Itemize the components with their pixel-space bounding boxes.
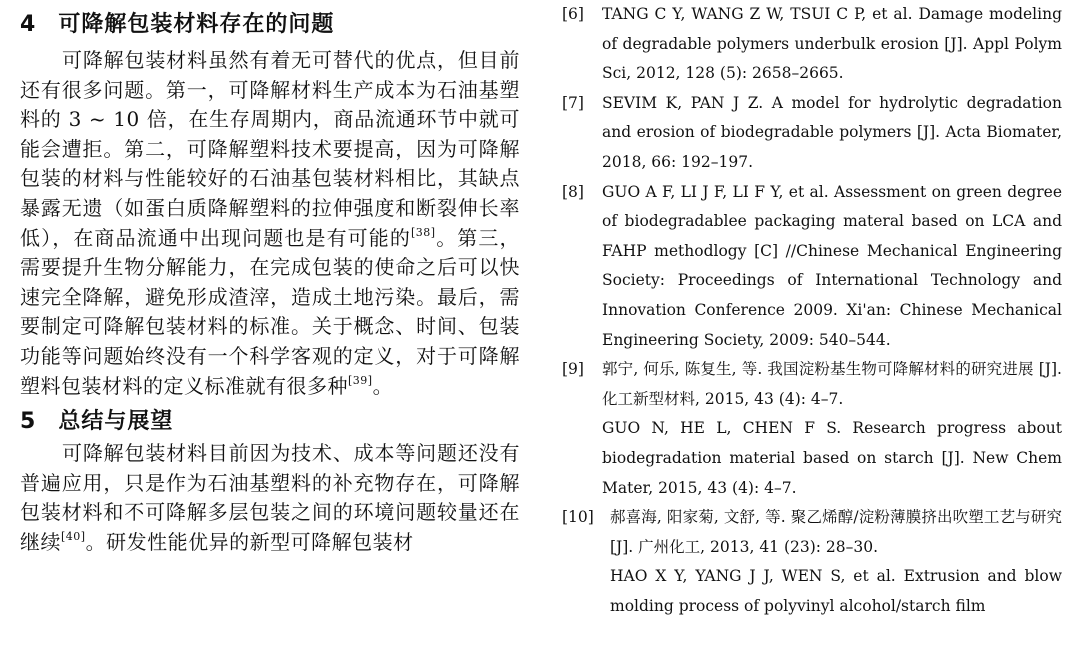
reference-9 [562,355,1062,503]
section-number: 5 [20,409,37,435]
section-title: 总结与展望 [58,409,174,435]
paragraph-text: 可降解包装材料虽然有着无可替代的优点，但目前还有很多问题。第一，可降解材料生产成本为石油基塑料的 3 ~ 10 倍，在生存周期内，商品流通环节中就可能会遭拒。第二，可降解塑料技术要提高，因为可降解包装的材料与性能较好的石油基包装材料相比，其缺点暴露无遗（如蛋白质降解塑料的拉伸强度和断裂伸长率低），在商品流通中出现问题也是有可能的 [20,48,520,250]
reference-number: [8] [562,182,584,201]
paragraph-text: 。研发性能优异的新型可降解包装材 [85,529,414,554]
reference-number: [6] [562,5,584,23]
section-number: 4 [20,12,37,37]
reference-10 [562,503,1062,621]
reference-number: [10] [562,508,594,527]
reference-8 [562,178,1062,356]
reference-number: [7] [562,93,584,112]
reference-6 [562,0,1062,89]
reference-text: GUO A F, LI J F, LI F Y, et al. Assessment on green degree of biodegradablee packaging materal based on LCA and FAHP methodlogy [C] //Chinese Mechanical Engineering Society: Proceedings of International Technology and Innovation Conference 2009. Xi'an: Chinese Mechanical Engineering Society, 2009: 540–544. [602,182,1062,349]
section-title: 可降解包装材料存在的问题 [58,12,335,37]
citation-40[interactable]: [40] [61,529,86,543]
reference-text-chinese: 郭宁, 何乐, 陈复生, 等. 我国淀粉基生物可降解材料的研究进展 [J]. 化工新型材料, 2015, 43 (4): 4–7. [602,360,1062,408]
section-4-heading [20,10,520,40]
section-5-paragraph [20,439,520,557]
paragraph-text: 。 [372,373,394,398]
reference-number: [9] [562,360,584,379]
citation-38[interactable]: [38] [411,225,436,239]
paragraph-text: 。第三，需要提升生物分解能力，在完成包装的使命之后可以快速完全降解，避免形成渣滓，造成土地污染。最后，需要制定可降解包装材料的标准。关于概念、时间、包装功能等问题始终没有一个科学客观的定义，对于可降解塑料包装材料的定义标准就有很多种 [20,225,521,398]
reference-text-english: HAO X Y, YANG J J, WEN S, et al. Extrusion and blow molding process of polyvinyl alcohol/starch film [610,567,1062,615]
reference-text-chinese: 郝喜海, 阳家菊, 文舒, 等. 聚乙烯醇/淀粉薄膜挤出吹塑工艺与研究 [J]. 广州化工, 2013, 41 (23): 28–30. [610,508,1062,556]
main-text-column [20,10,520,558]
reference-7 [562,89,1062,178]
section-4-paragraph [20,46,520,401]
citation-39[interactable]: [39] [348,373,373,387]
paragraph-text: 可降解包装材料目前因为技术、成本等问题还没有普遍应用，只是作为石油基塑料的补充物存在，可降解包装材料和不可降解多层包装之间的环境问题较量还在继续 [20,441,520,554]
reference-text: TANG C Y, WANG Z W, TSUI C P, et al. Damage modeling of degradable polymers underbulk erosion [J]. Appl Polym Sci, 2012, 128 (5): 2658–2665. [602,5,1062,83]
section-5-heading [20,407,520,437]
reference-text: SEVIM K, PAN J Z. A model for hydrolytic degradation and erosion of biodegradable polymers [J]. Acta Biomater, 2018, 66: 192–197. [602,93,1062,171]
reference-list [562,0,1062,621]
reference-text-english: GUO N, HE L, CHEN F S. Research progress about biodegradation material based on starch [J]. New Chem Mater, 2015, 43 (4): 4–7. [602,419,1062,497]
